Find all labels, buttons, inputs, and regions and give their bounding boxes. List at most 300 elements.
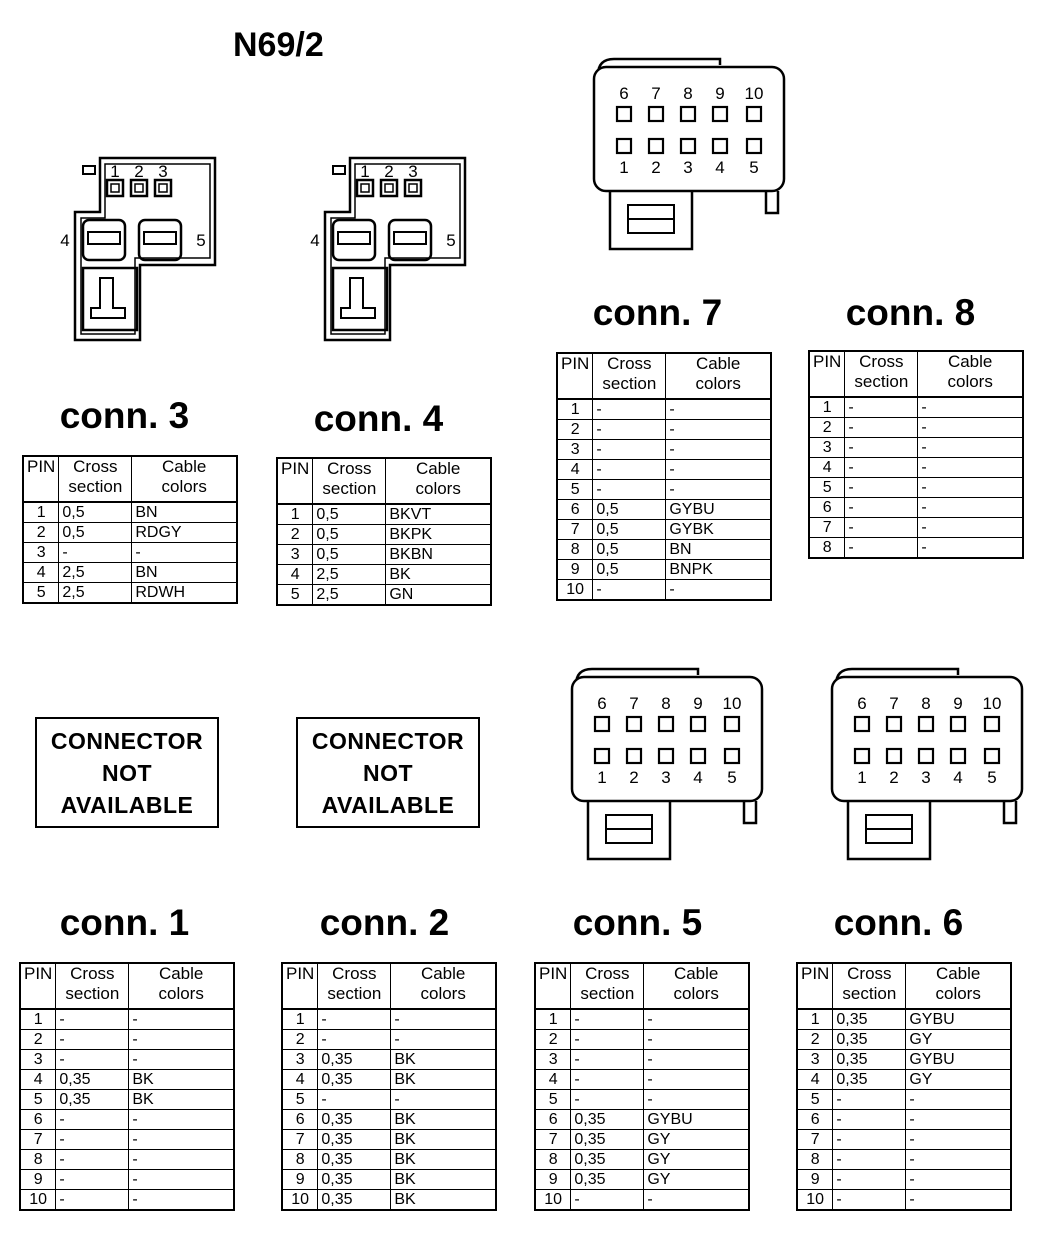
pin-cell: 3 <box>535 1050 571 1070</box>
table-row <box>557 480 771 500</box>
pin-cell: 1 <box>809 397 845 418</box>
cross-section-cell: - <box>845 498 918 518</box>
table-row <box>557 520 771 540</box>
header-pin: PIN <box>277 458 313 504</box>
table-row <box>20 1170 234 1190</box>
cross-section-cell: - <box>845 397 918 418</box>
pin-number: 3 <box>661 768 671 787</box>
cross-section-cell: - <box>571 1050 644 1070</box>
header-pin: PIN <box>20 963 56 1009</box>
pin-cell: 3 <box>23 543 59 563</box>
cable-color-cell: RDGY <box>132 523 237 543</box>
pin-cell: 1 <box>535 1009 571 1030</box>
table-row <box>797 1190 1011 1211</box>
cross-section-cell: - <box>593 460 666 480</box>
connector-5-diagram <box>568 665 768 865</box>
cable-color-cell: BKVT <box>386 504 491 525</box>
cable-color-cell: - <box>918 418 1023 438</box>
cable-color-cell: - <box>129 1110 234 1130</box>
cable-color-cell: GY <box>644 1130 749 1150</box>
cable-color-cell: BK <box>391 1070 496 1090</box>
table-row <box>797 1130 1011 1150</box>
pin-cell: 3 <box>557 440 593 460</box>
cable-color-cell: - <box>644 1050 749 1070</box>
pin-cell: 7 <box>20 1130 56 1150</box>
cable-color-cell: BN <box>132 563 237 583</box>
pin-number: 7 <box>629 694 639 713</box>
cross-section-cell: - <box>833 1190 906 1211</box>
cable-color-cell: - <box>391 1090 496 1110</box>
table-row <box>809 518 1023 538</box>
pin-number: 6 <box>597 694 607 713</box>
header-pin: PIN <box>809 351 845 397</box>
table-row <box>282 1190 496 1211</box>
pin-cell: 6 <box>20 1110 56 1130</box>
pin-number: 2 <box>384 162 394 181</box>
table-row <box>809 458 1023 478</box>
header-colors: Cable colors <box>132 456 237 502</box>
cable-color-cell: - <box>666 440 771 460</box>
header-cross: Cross section <box>845 351 918 397</box>
cable-color-cell: GYBU <box>906 1050 1011 1070</box>
pin-number: 4 <box>715 158 725 177</box>
cross-section-cell: - <box>833 1170 906 1190</box>
cross-section-cell: 0,35 <box>56 1070 129 1090</box>
pin-square <box>155 180 171 196</box>
pin-cell: 3 <box>20 1050 56 1070</box>
pin-cell: 5 <box>23 583 59 604</box>
pin-number: 1 <box>857 768 867 787</box>
cable-color-cell: - <box>129 1190 234 1211</box>
table-row <box>535 1070 749 1090</box>
cable-color-cell: GYBU <box>644 1110 749 1130</box>
pin-cell: 6 <box>535 1110 571 1130</box>
table-header-row <box>20 963 234 1009</box>
conn-8-pin-table <box>808 350 1024 559</box>
pin-number: 5 <box>749 158 759 177</box>
pin-cell: 9 <box>557 560 593 580</box>
table-row <box>557 500 771 520</box>
pin-cell: 4 <box>282 1070 318 1090</box>
cross-section-cell: - <box>593 580 666 601</box>
table-row <box>277 504 491 525</box>
table-row <box>20 1150 234 1170</box>
cable-color-cell: - <box>129 1130 234 1150</box>
housing-outline <box>75 158 215 340</box>
cable-color-cell: - <box>391 1030 496 1050</box>
pin-inner <box>135 184 143 192</box>
cross-section-cell: - <box>56 1009 129 1030</box>
pin-number: 9 <box>693 694 703 713</box>
cable-color-cell: - <box>129 1030 234 1050</box>
cross-section-cell: - <box>56 1150 129 1170</box>
cable-color-cell: - <box>129 1050 234 1070</box>
header-cross: Cross section <box>59 456 132 502</box>
conn-7-label: conn. 7 <box>592 292 723 333</box>
table-row <box>20 1090 234 1110</box>
cable-color-cell: BK <box>391 1130 496 1150</box>
pin-cell: 7 <box>535 1130 571 1150</box>
right-latch <box>389 220 431 260</box>
pin-cell: 9 <box>535 1170 571 1190</box>
table-row <box>797 1110 1011 1130</box>
pin-cell: 10 <box>797 1190 833 1211</box>
cross-section-cell: 0,5 <box>593 540 666 560</box>
table-row <box>535 1190 749 1211</box>
cable-color-cell: BKBN <box>386 545 491 565</box>
pin-number: 8 <box>683 84 693 103</box>
cross-section-cell: 0,35 <box>318 1050 391 1070</box>
table-row <box>535 1170 749 1190</box>
left-latch <box>83 220 125 260</box>
pin-cell: 3 <box>797 1050 833 1070</box>
cross-section-cell: 0,35 <box>833 1050 906 1070</box>
connector-1-not-available <box>35 717 219 828</box>
table-row <box>535 1009 749 1030</box>
conn-1-pin-table <box>19 962 235 1211</box>
pin-number: 8 <box>661 694 671 713</box>
cross-section-cell: - <box>318 1030 391 1050</box>
header-colors: Cable colors <box>391 963 496 1009</box>
table-row <box>809 397 1023 418</box>
table-row <box>20 1130 234 1150</box>
pin-cell: 4 <box>557 460 593 480</box>
cross-section-cell: - <box>845 438 918 458</box>
pin-square <box>131 180 147 196</box>
table-row <box>20 1190 234 1211</box>
table-row <box>535 1050 749 1070</box>
cable-color-cell: BNPK <box>666 560 771 580</box>
table-row <box>535 1110 749 1130</box>
cross-section-cell: 0,35 <box>318 1130 391 1150</box>
pin-number: 4 <box>953 768 963 787</box>
pin-number: 7 <box>651 84 661 103</box>
pin-cell: 5 <box>277 585 313 606</box>
pin-number: 2 <box>651 158 661 177</box>
housing-outline <box>325 158 465 340</box>
table-row <box>277 585 491 606</box>
conn-1-label: conn. 1 <box>59 902 190 943</box>
header-colors: Cable colors <box>129 963 234 1009</box>
cross-section-cell: - <box>833 1150 906 1170</box>
cross-section-cell: 2,5 <box>59 583 132 604</box>
cross-section-cell: 0,35 <box>318 1110 391 1130</box>
pin-number: 9 <box>953 694 963 713</box>
pin-cell: 10 <box>282 1190 318 1211</box>
header-cross: Cross section <box>318 963 391 1009</box>
table-row <box>277 565 491 585</box>
pin-number: 9 <box>715 84 725 103</box>
cable-color-cell: - <box>666 580 771 601</box>
not-available-line-3: AVAILABLE <box>321 792 455 818</box>
pin-number: 7 <box>889 694 899 713</box>
pin-cell: 4 <box>797 1070 833 1090</box>
pin-cell: 5 <box>535 1090 571 1110</box>
side-latch <box>1004 801 1016 823</box>
pin-number: 2 <box>134 162 144 181</box>
pin-number: 3 <box>683 158 693 177</box>
table-row <box>23 543 237 563</box>
table-row <box>535 1130 749 1150</box>
cable-color-cell: BN <box>666 540 771 560</box>
pin-cell: 8 <box>797 1150 833 1170</box>
pin-inner <box>361 184 369 192</box>
cross-section-cell: 0,5 <box>313 504 386 525</box>
cross-section-cell: - <box>318 1090 391 1110</box>
cable-color-cell: GY <box>644 1150 749 1170</box>
table-row <box>23 583 237 604</box>
connector-7-diagram <box>590 55 790 255</box>
cross-section-cell: - <box>845 478 918 498</box>
center-terminal <box>91 278 125 318</box>
pin-cell: 6 <box>557 500 593 520</box>
pin-cell: 7 <box>797 1130 833 1150</box>
cable-color-cell: - <box>918 538 1023 559</box>
cable-color-cell: - <box>906 1130 1011 1150</box>
pin-inner <box>111 184 119 192</box>
table-row <box>809 538 1023 559</box>
table-row <box>535 1150 749 1170</box>
cross-section-cell: - <box>593 420 666 440</box>
pin-number: 4 <box>60 231 70 250</box>
cable-color-cell: GYBK <box>666 520 771 540</box>
cable-color-cell: - <box>666 399 771 420</box>
not-available-line-2: NOT <box>362 760 414 786</box>
pin-cell: 6 <box>282 1110 318 1130</box>
pin-square <box>381 180 397 196</box>
cable-color-cell: BK <box>391 1050 496 1070</box>
table-row <box>557 399 771 420</box>
table-row <box>20 1030 234 1050</box>
conn-4-pin-table <box>276 457 492 606</box>
table-row <box>20 1070 234 1090</box>
cross-section-cell: - <box>56 1190 129 1211</box>
table-row <box>282 1009 496 1030</box>
cable-color-cell: - <box>906 1190 1011 1211</box>
pin-cell: 4 <box>20 1070 56 1090</box>
conn-5-label: conn. 5 <box>572 902 703 943</box>
table-row <box>282 1070 496 1090</box>
cable-color-cell: - <box>129 1170 234 1190</box>
pin-cell: 1 <box>20 1009 56 1030</box>
table-row <box>797 1009 1011 1030</box>
cross-section-cell: - <box>571 1009 644 1030</box>
cross-section-cell: 0,5 <box>313 525 386 545</box>
table-row <box>797 1050 1011 1070</box>
header-colors: Cable colors <box>386 458 491 504</box>
pin-cell: 1 <box>282 1009 318 1030</box>
pin-cell: 6 <box>809 498 845 518</box>
cross-section-cell: 0,35 <box>833 1030 906 1050</box>
table-header-row <box>277 458 491 504</box>
cross-section-cell: 0,5 <box>313 545 386 565</box>
left-latch-slot <box>88 232 120 244</box>
header-pin: PIN <box>23 456 59 502</box>
table-header-row <box>809 351 1023 397</box>
cross-section-cell: - <box>56 1110 129 1130</box>
pin-cell: 1 <box>797 1009 833 1030</box>
table-row <box>557 460 771 480</box>
cable-color-cell: - <box>644 1009 749 1030</box>
pin-cell: 8 <box>557 540 593 560</box>
cable-color-cell: - <box>906 1110 1011 1130</box>
pin-cell: 5 <box>282 1090 318 1110</box>
cable-color-cell: - <box>906 1090 1011 1110</box>
cross-section-cell: - <box>845 418 918 438</box>
cross-section-cell: - <box>593 480 666 500</box>
pin-cell: 2 <box>809 418 845 438</box>
table-header-row <box>557 353 771 399</box>
right-latch-slot <box>394 232 426 244</box>
cable-color-cell: BN <box>132 502 237 523</box>
pin-cell: 5 <box>20 1090 56 1110</box>
pin-square <box>107 180 123 196</box>
conn-4-label: conn. 4 <box>313 398 444 439</box>
conn-2-label: conn. 2 <box>319 902 450 943</box>
cable-color-cell: - <box>132 543 237 563</box>
cross-section-cell: 2,5 <box>59 563 132 583</box>
header-cross: Cross section <box>56 963 129 1009</box>
pin-cell: 4 <box>809 458 845 478</box>
table-row <box>797 1030 1011 1050</box>
cross-section-cell: 0,5 <box>59 523 132 543</box>
header-pin: PIN <box>535 963 571 1009</box>
pin-cell: 8 <box>282 1150 318 1170</box>
pin-number: 2 <box>889 768 899 787</box>
table-header-row <box>535 963 749 1009</box>
table-row <box>20 1050 234 1070</box>
pin-cell: 4 <box>277 565 313 585</box>
cross-section-cell: - <box>833 1110 906 1130</box>
cable-color-cell: - <box>129 1150 234 1170</box>
pin-cell: 2 <box>557 420 593 440</box>
pin-number: 5 <box>727 768 737 787</box>
cross-section-cell: - <box>593 440 666 460</box>
cross-section-cell: 0,35 <box>571 1170 644 1190</box>
not-available-line-1: CONNECTOR <box>311 728 465 754</box>
header-cross: Cross section <box>571 963 644 1009</box>
pin-cell: 2 <box>282 1030 318 1050</box>
pin-cell: 8 <box>809 538 845 559</box>
table-row <box>809 438 1023 458</box>
cable-color-cell: GY <box>906 1070 1011 1090</box>
cable-color-cell: BK <box>391 1170 496 1190</box>
pin-number: 5 <box>196 231 206 250</box>
cable-color-cell: GYBU <box>906 1009 1011 1030</box>
cable-color-cell: - <box>666 460 771 480</box>
cross-section-cell: 2,5 <box>313 565 386 585</box>
pin-cell: 10 <box>20 1190 56 1211</box>
pin-square <box>357 180 373 196</box>
pin-cell: 10 <box>557 580 593 601</box>
pin-cell: 6 <box>797 1110 833 1130</box>
cable-color-cell: BK <box>129 1090 234 1110</box>
cross-section-cell: 0,5 <box>593 520 666 540</box>
cable-color-cell: - <box>644 1190 749 1211</box>
pin-cell: 1 <box>277 504 313 525</box>
pin-inner <box>159 184 167 192</box>
cable-color-cell: BK <box>391 1190 496 1211</box>
pin-cell: 4 <box>23 563 59 583</box>
table-row <box>535 1090 749 1110</box>
cable-color-cell: - <box>918 458 1023 478</box>
pin-number: 5 <box>987 768 997 787</box>
pin-cell: 4 <box>535 1070 571 1090</box>
cross-section-cell: 0,35 <box>318 1150 391 1170</box>
pin-cell: 3 <box>277 545 313 565</box>
table-row <box>277 545 491 565</box>
pin-cell: 10 <box>535 1190 571 1211</box>
cable-color-cell: - <box>918 498 1023 518</box>
pin-cell: 9 <box>282 1170 318 1190</box>
conn-3-pin-table <box>22 455 238 604</box>
cable-color-cell: - <box>391 1009 496 1030</box>
pin-number: 6 <box>857 694 867 713</box>
cross-section-cell: 0,35 <box>571 1130 644 1150</box>
table-row <box>23 523 237 543</box>
connector-6-diagram <box>828 665 1028 865</box>
header-colors: Cable colors <box>918 351 1023 397</box>
cross-section-cell: - <box>318 1009 391 1030</box>
table-row <box>277 525 491 545</box>
pin-cell: 7 <box>809 518 845 538</box>
pin-number: 3 <box>921 768 931 787</box>
cross-section-cell: 0,35 <box>56 1090 129 1110</box>
cross-section-cell: - <box>571 1190 644 1211</box>
table-row <box>535 1030 749 1050</box>
pin-cell: 8 <box>20 1150 56 1170</box>
header-pin: PIN <box>797 963 833 1009</box>
cable-color-cell: - <box>129 1009 234 1030</box>
cross-section-cell: 0,5 <box>59 502 132 523</box>
cable-color-cell: BK <box>391 1150 496 1170</box>
conn-6-label: conn. 6 <box>833 902 964 943</box>
side-latch <box>744 801 756 823</box>
conn-2-pin-table <box>281 962 497 1211</box>
side-latch <box>766 191 778 213</box>
pin-number: 2 <box>629 768 639 787</box>
pin-cell: 5 <box>557 480 593 500</box>
header-cross: Cross section <box>593 353 666 399</box>
table-header-row <box>23 456 237 502</box>
table-row <box>23 502 237 523</box>
pin-cell: 1 <box>557 399 593 420</box>
pin-cell: 5 <box>809 478 845 498</box>
latch-tab <box>83 166 95 174</box>
pin-inner <box>385 184 393 192</box>
latch-tab <box>333 166 345 174</box>
table-row <box>797 1170 1011 1190</box>
table-row <box>282 1050 496 1070</box>
pin-cell: 8 <box>535 1150 571 1170</box>
pin-cell: 9 <box>797 1170 833 1190</box>
cable-color-cell: BK <box>391 1110 496 1130</box>
table-row <box>282 1130 496 1150</box>
cable-color-cell: GY <box>644 1170 749 1190</box>
pin-cell: 7 <box>557 520 593 540</box>
cable-color-cell: BK <box>386 565 491 585</box>
pin-cell: 1 <box>23 502 59 523</box>
header-cross: Cross section <box>833 963 906 1009</box>
cable-color-cell: - <box>666 480 771 500</box>
pin-number: 3 <box>158 162 168 181</box>
cable-color-cell: - <box>644 1030 749 1050</box>
pin-cell: 3 <box>282 1050 318 1070</box>
pin-number: 1 <box>597 768 607 787</box>
pin-number: 1 <box>360 162 370 181</box>
pin-number: 10 <box>722 694 742 713</box>
pin-number: 6 <box>619 84 629 103</box>
